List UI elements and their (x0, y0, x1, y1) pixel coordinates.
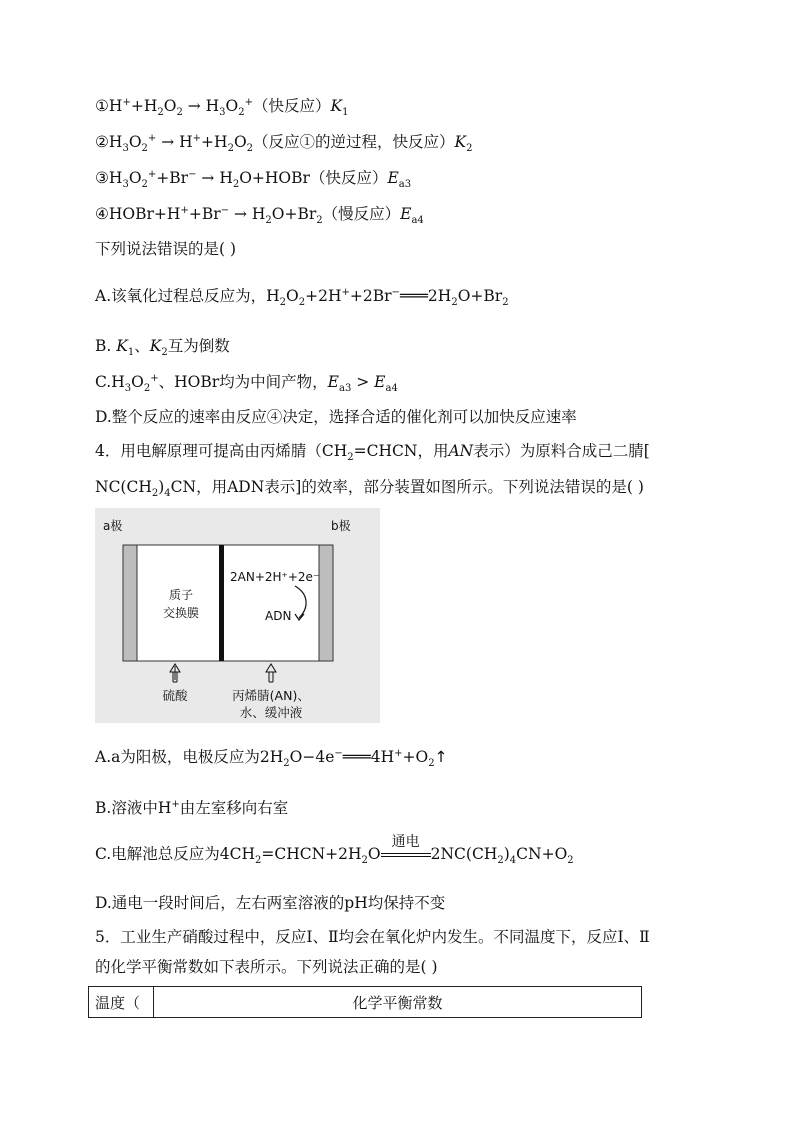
label-b-electrode: b极 (331, 519, 351, 533)
label-a-electrode: a极 (103, 519, 123, 533)
reaction-2: $②H_3O_2^+ \to H^++H_2O_2$（反应①的逆过程，快反应）$K_2$ (95, 132, 473, 155)
label-cathode-reaction: 2AN+2H⁺+2e⁻ (230, 570, 320, 584)
q5-stem-line1: 5．工业生产硝酸过程中，反应Ⅰ、Ⅱ均会在氧化炉内发生。不同温度下，反应Ⅰ、Ⅱ (95, 928, 650, 946)
label-feed-1: 丙烯腈(AN)、 (232, 688, 310, 703)
q3-option-c: $C.H_3O_2^+$、HOBr均为中间产物，$E_{a3} > E_{a4}$ (95, 372, 398, 395)
table-header-row (89, 987, 642, 1018)
q4-stem-line1: 4．用电解原理可提高由丙烯腈（$CH_2=CHCN$，用AN表示）为原料合成己二腈[ (95, 442, 650, 464)
label-sulfuric-acid: 硫酸 (162, 688, 188, 703)
reaction-1: $①H^++H_2O_2 \to H_3O_2^+$（快反应）$K_1$ (95, 96, 349, 119)
q4-option-c: C.电解池总反应为$4CH_2=CHCN+2H_2O$ 通电 $2NC(CH_2)_4CN+O_2$ (95, 843, 754, 865)
reaction-3: $③H_3O_2^++Br^-$ → $H_2O+HOBr$（快反应）$E_{a3}$ (95, 168, 412, 191)
electrode-a (123, 545, 137, 661)
table-header-temperature: 温度（ (89, 987, 154, 1018)
label-adn: ADN (265, 609, 292, 623)
label-feed-2: 水、缓冲液 (239, 705, 303, 720)
electrolysis-condition: 通电 (391, 834, 420, 850)
equilibrium-constant-table (88, 986, 642, 1018)
table-header-constant: 化学平衡常数 (154, 987, 642, 1018)
q5-stem-line2: 的化学平衡常数如下表所示。下列说法正确的是( ) (95, 958, 438, 976)
label-membrane-1: 质子 (168, 588, 194, 602)
q4-option-b: B.溶液中H+由左室移向右室 (95, 798, 289, 817)
q4-option-d: D.通电一段时间后，左右两室溶液的pH均保持不变 (95, 894, 446, 912)
q4-stem-line2: $NC(CH_2)_4CN$，用ADN表示]的效率，部分装置如图所示。下列说法错误的是( ) (95, 478, 644, 500)
reaction-4: ④HOBr+H++Br− → $H_2O+Br_2$（慢反应）$E_{a4}$ (95, 204, 424, 227)
up-arrow-right-icon (266, 664, 276, 682)
electrolysis-diagram (95, 508, 380, 723)
q3-prompt: 下列说法错误的是( ) (95, 240, 237, 258)
q3-option-d: D.整个反应的速率由反应④决定，选择合适的催化剂可以加快反应速率 (95, 408, 577, 426)
up-arrow-left-icon (170, 664, 180, 682)
proton-exchange-membrane (219, 545, 224, 661)
label-membrane-2: 交换膜 (162, 606, 200, 620)
q4-option-a: A.a为阳极，电极反应为$2H_2O-4e^-═══4H^++O_2↑$ (95, 747, 448, 770)
q3-option-a: A.该氧化过程总反应为，$H_2O_2+2H^++2Br^-═══2H_2O+Br_2$ (95, 286, 509, 309)
electrode-b (319, 545, 333, 661)
cell-container (137, 545, 319, 661)
q3-option-b: B. $K_1$、$K_2$互为倒数 (95, 337, 230, 359)
